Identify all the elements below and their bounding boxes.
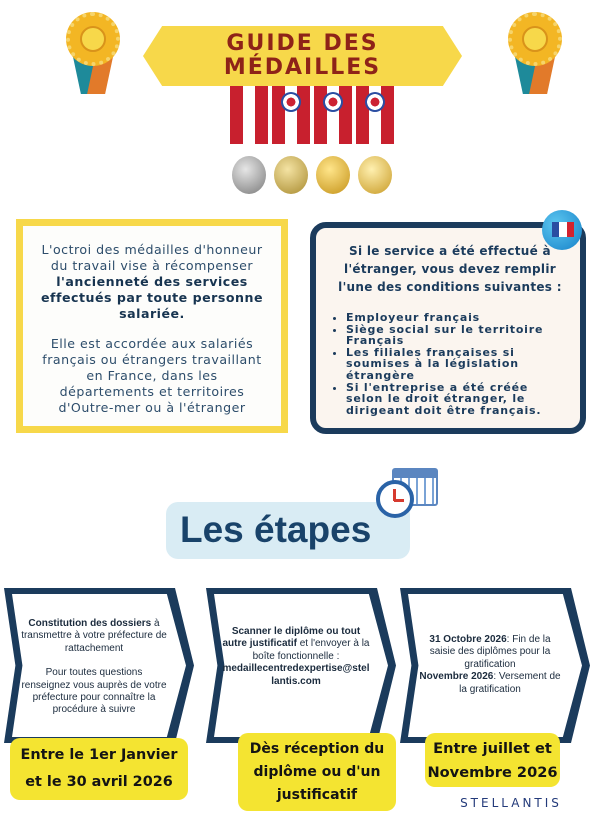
step-2-arrow bbox=[206, 588, 396, 743]
award-rosette-right-icon bbox=[500, 12, 570, 102]
step-1-arrow bbox=[4, 588, 194, 743]
medal-grand-gold-icon bbox=[356, 86, 394, 198]
step-1-note: Pour toutes questions renseignez vous auprès de votre préfecture pour connaître la procédure à suivre bbox=[21, 667, 167, 716]
award-rosette-left-icon bbox=[58, 12, 128, 102]
conditions-intro: Si le service a été effectué à l'étranger, vous devez remplir l'une des conditions suivantes : bbox=[338, 244, 562, 294]
step-1-label: Entre le 1er Janvier et le 30 avril 2026 bbox=[10, 738, 188, 800]
stellantis-logo: STELLANTIS bbox=[460, 796, 562, 810]
condition-item: • Les filiales françaises si soumises à la législation étrangère bbox=[346, 347, 566, 382]
step-2-label: Dès réception du diplôme ou d'un justificatif bbox=[238, 733, 396, 811]
conditions-box bbox=[310, 222, 586, 434]
step-3-arrow bbox=[400, 588, 590, 743]
condition-item: • Employeur français bbox=[346, 312, 566, 324]
conditions-list bbox=[334, 312, 566, 416]
alarm-clock-icon bbox=[376, 480, 414, 518]
condition-item: • Siège social sur le territoire Français bbox=[346, 324, 566, 347]
medals-illustration bbox=[228, 86, 398, 198]
medal-vermeil-icon bbox=[272, 86, 310, 198]
intro-box bbox=[16, 219, 288, 433]
medal-gold-icon bbox=[314, 86, 352, 198]
intro-paragraph-1: L'octroi des médailles d'honneur du travail vise à récompenser l'ancienneté des services effectués par toute personne salariée. bbox=[41, 242, 263, 321]
email-link[interactable]: medaillecentredexpertise@stellantis.com bbox=[222, 663, 370, 687]
condition-item: • Si l'entreprise a été créée selon le droit étranger, le dirigeant doit être français. bbox=[346, 382, 566, 417]
step-3-label: Entre juillet et Novembre 2026 bbox=[425, 733, 560, 787]
step-3-text: 31 Octobre 2026: Fin de la saisie des diplômes pour la gratification Novembre 2026: Versement de la gratification bbox=[419, 634, 561, 695]
step-1-text: Constitution des dossiers à transmettre à votre préfecture de rattachement Pour toutes questions renseignez vous auprès de votre préfecture pour connaître la procédure à suivre bbox=[21, 618, 167, 716]
step-2-text: Scanner le diplôme ou tout autre justificatif et l'envoyer à la boîte fonctionnelle : medaillecentredexpertise@stellantis.com bbox=[222, 626, 370, 687]
page-title: GUIDE DES MÉDAILLES bbox=[223, 31, 382, 80]
medal-silver-icon bbox=[230, 86, 268, 198]
etapes-title: Les étapes bbox=[180, 509, 372, 550]
intro-highlight: l'ancienneté des services effectués par toute personne salariée. bbox=[41, 274, 263, 321]
intro-paragraph-2: Elle est accordée aux salariés français ou étrangers travaillant en France, dans les départements et territoires d'Outre-mer ou à l'étranger bbox=[42, 336, 262, 415]
globe-france-flag-icon bbox=[542, 210, 582, 250]
